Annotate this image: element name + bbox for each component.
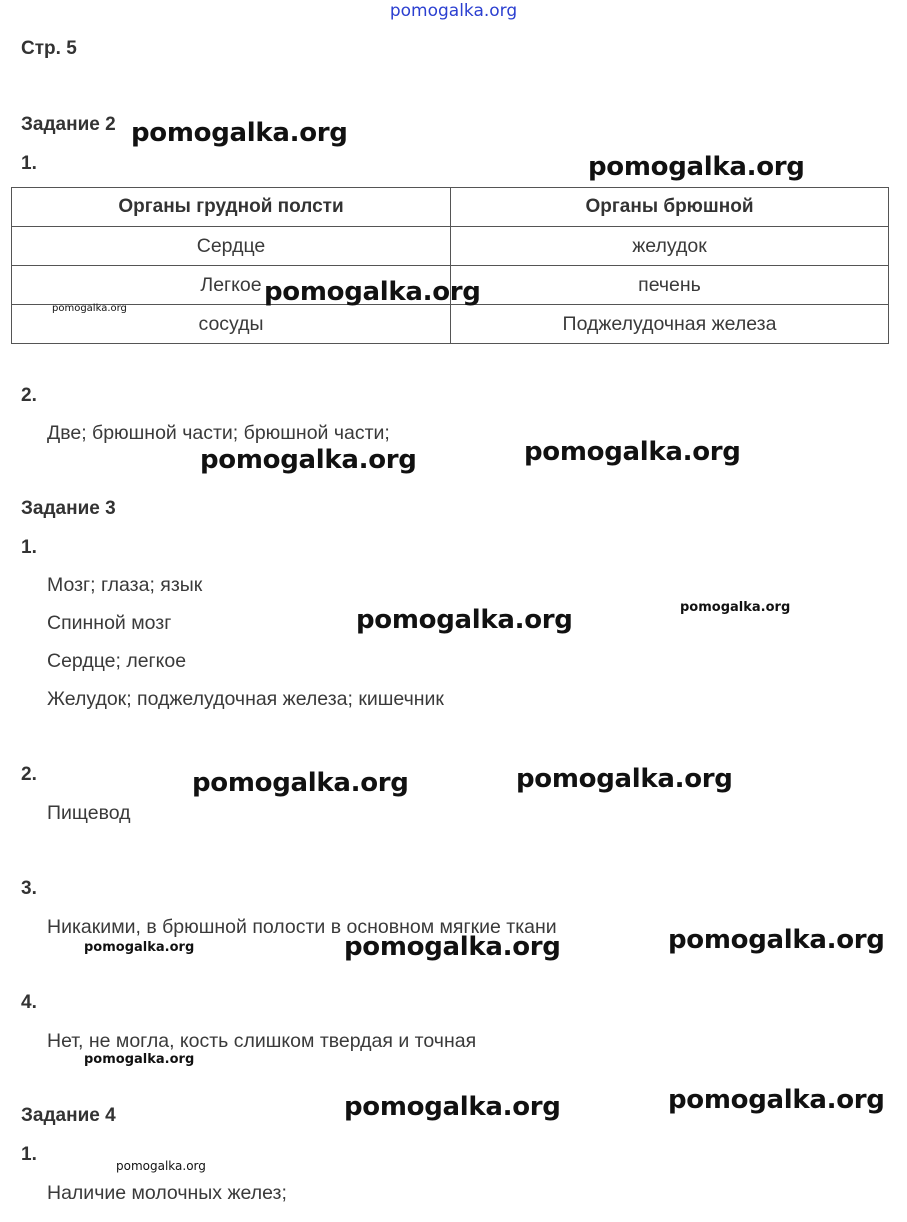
watermark: pomogalka.org bbox=[84, 1052, 195, 1067]
table-cell: Легкое bbox=[12, 266, 451, 305]
task3-q1-line: Желудок; поджелудочная железа; кишечник bbox=[47, 688, 444, 710]
table-cell: печень bbox=[451, 266, 889, 305]
task2-q1-number: 1. bbox=[21, 153, 37, 174]
watermark: pomogalka.org bbox=[356, 605, 573, 635]
watermark: pomogalka.org bbox=[680, 600, 791, 615]
task3-q1-line: Спинной мозг bbox=[47, 612, 172, 634]
watermark: pomogalka.org bbox=[588, 152, 805, 182]
task3-title: Задание 3 bbox=[21, 498, 116, 519]
watermark: pomogalka.org bbox=[344, 1092, 561, 1122]
task2-q2-number: 2. bbox=[21, 385, 37, 406]
task3-q1-number: 1. bbox=[21, 537, 37, 558]
task3-q4-number: 4. bbox=[21, 992, 37, 1013]
task4-q1-answer: Наличие молочных желез; bbox=[47, 1182, 287, 1204]
task3-q2-number: 2. bbox=[21, 764, 37, 785]
watermark: pomogalka.org bbox=[524, 437, 741, 467]
task3-q1-line: Сердце; легкое bbox=[47, 650, 187, 672]
watermark: pomogalka.org bbox=[668, 1085, 885, 1115]
table-header-chest: Органы грудной полсти bbox=[12, 188, 451, 227]
watermark: pomogalka.org bbox=[668, 925, 885, 955]
table-row bbox=[12, 305, 889, 344]
watermark: pomogalka.org bbox=[344, 932, 561, 962]
watermark: pomogalka.org bbox=[131, 118, 348, 148]
table-cell: Сердце bbox=[12, 227, 451, 266]
table-header-row bbox=[12, 188, 889, 227]
task4-q1-number: 1. bbox=[21, 1144, 37, 1165]
page-label: Стр. 5 bbox=[21, 38, 77, 59]
table-cell: сосуды bbox=[12, 305, 451, 344]
watermark: pomogalka.org bbox=[52, 303, 127, 314]
table-header-abdomen: Органы брюшной bbox=[451, 188, 889, 227]
watermark: pomogalka.org bbox=[192, 768, 409, 798]
table-row bbox=[12, 227, 889, 266]
watermark: pomogalka.org bbox=[264, 277, 481, 307]
watermark: pomogalka.org bbox=[84, 940, 195, 955]
table-cell: Поджелудочная железа bbox=[451, 305, 889, 344]
watermark: pomogalka.org bbox=[200, 445, 417, 475]
task4-title: Задание 4 bbox=[21, 1105, 116, 1126]
task3-q4-answer: Нет, не могла, кость слишком твердая и точная bbox=[47, 1030, 477, 1052]
task2-q2-answer: Две; брюшной части; брюшной части; bbox=[47, 422, 390, 444]
organs-table bbox=[11, 187, 889, 344]
task3-q1-line: Мозг; глаза; язык bbox=[47, 574, 203, 596]
watermark: pomogalka.org bbox=[516, 764, 733, 794]
task2-title: Задание 2 bbox=[21, 114, 116, 135]
table-cell: желудок bbox=[451, 227, 889, 266]
header-watermark: pomogalka.org bbox=[389, 1, 518, 21]
watermark: pomogalka.org bbox=[116, 1159, 206, 1173]
task3-q3-answer: Никакими, в брюшной полости в основном мягкие ткани bbox=[47, 916, 557, 938]
task3-q2-answer: Пищевод bbox=[47, 802, 131, 824]
task3-q3-number: 3. bbox=[21, 878, 37, 899]
